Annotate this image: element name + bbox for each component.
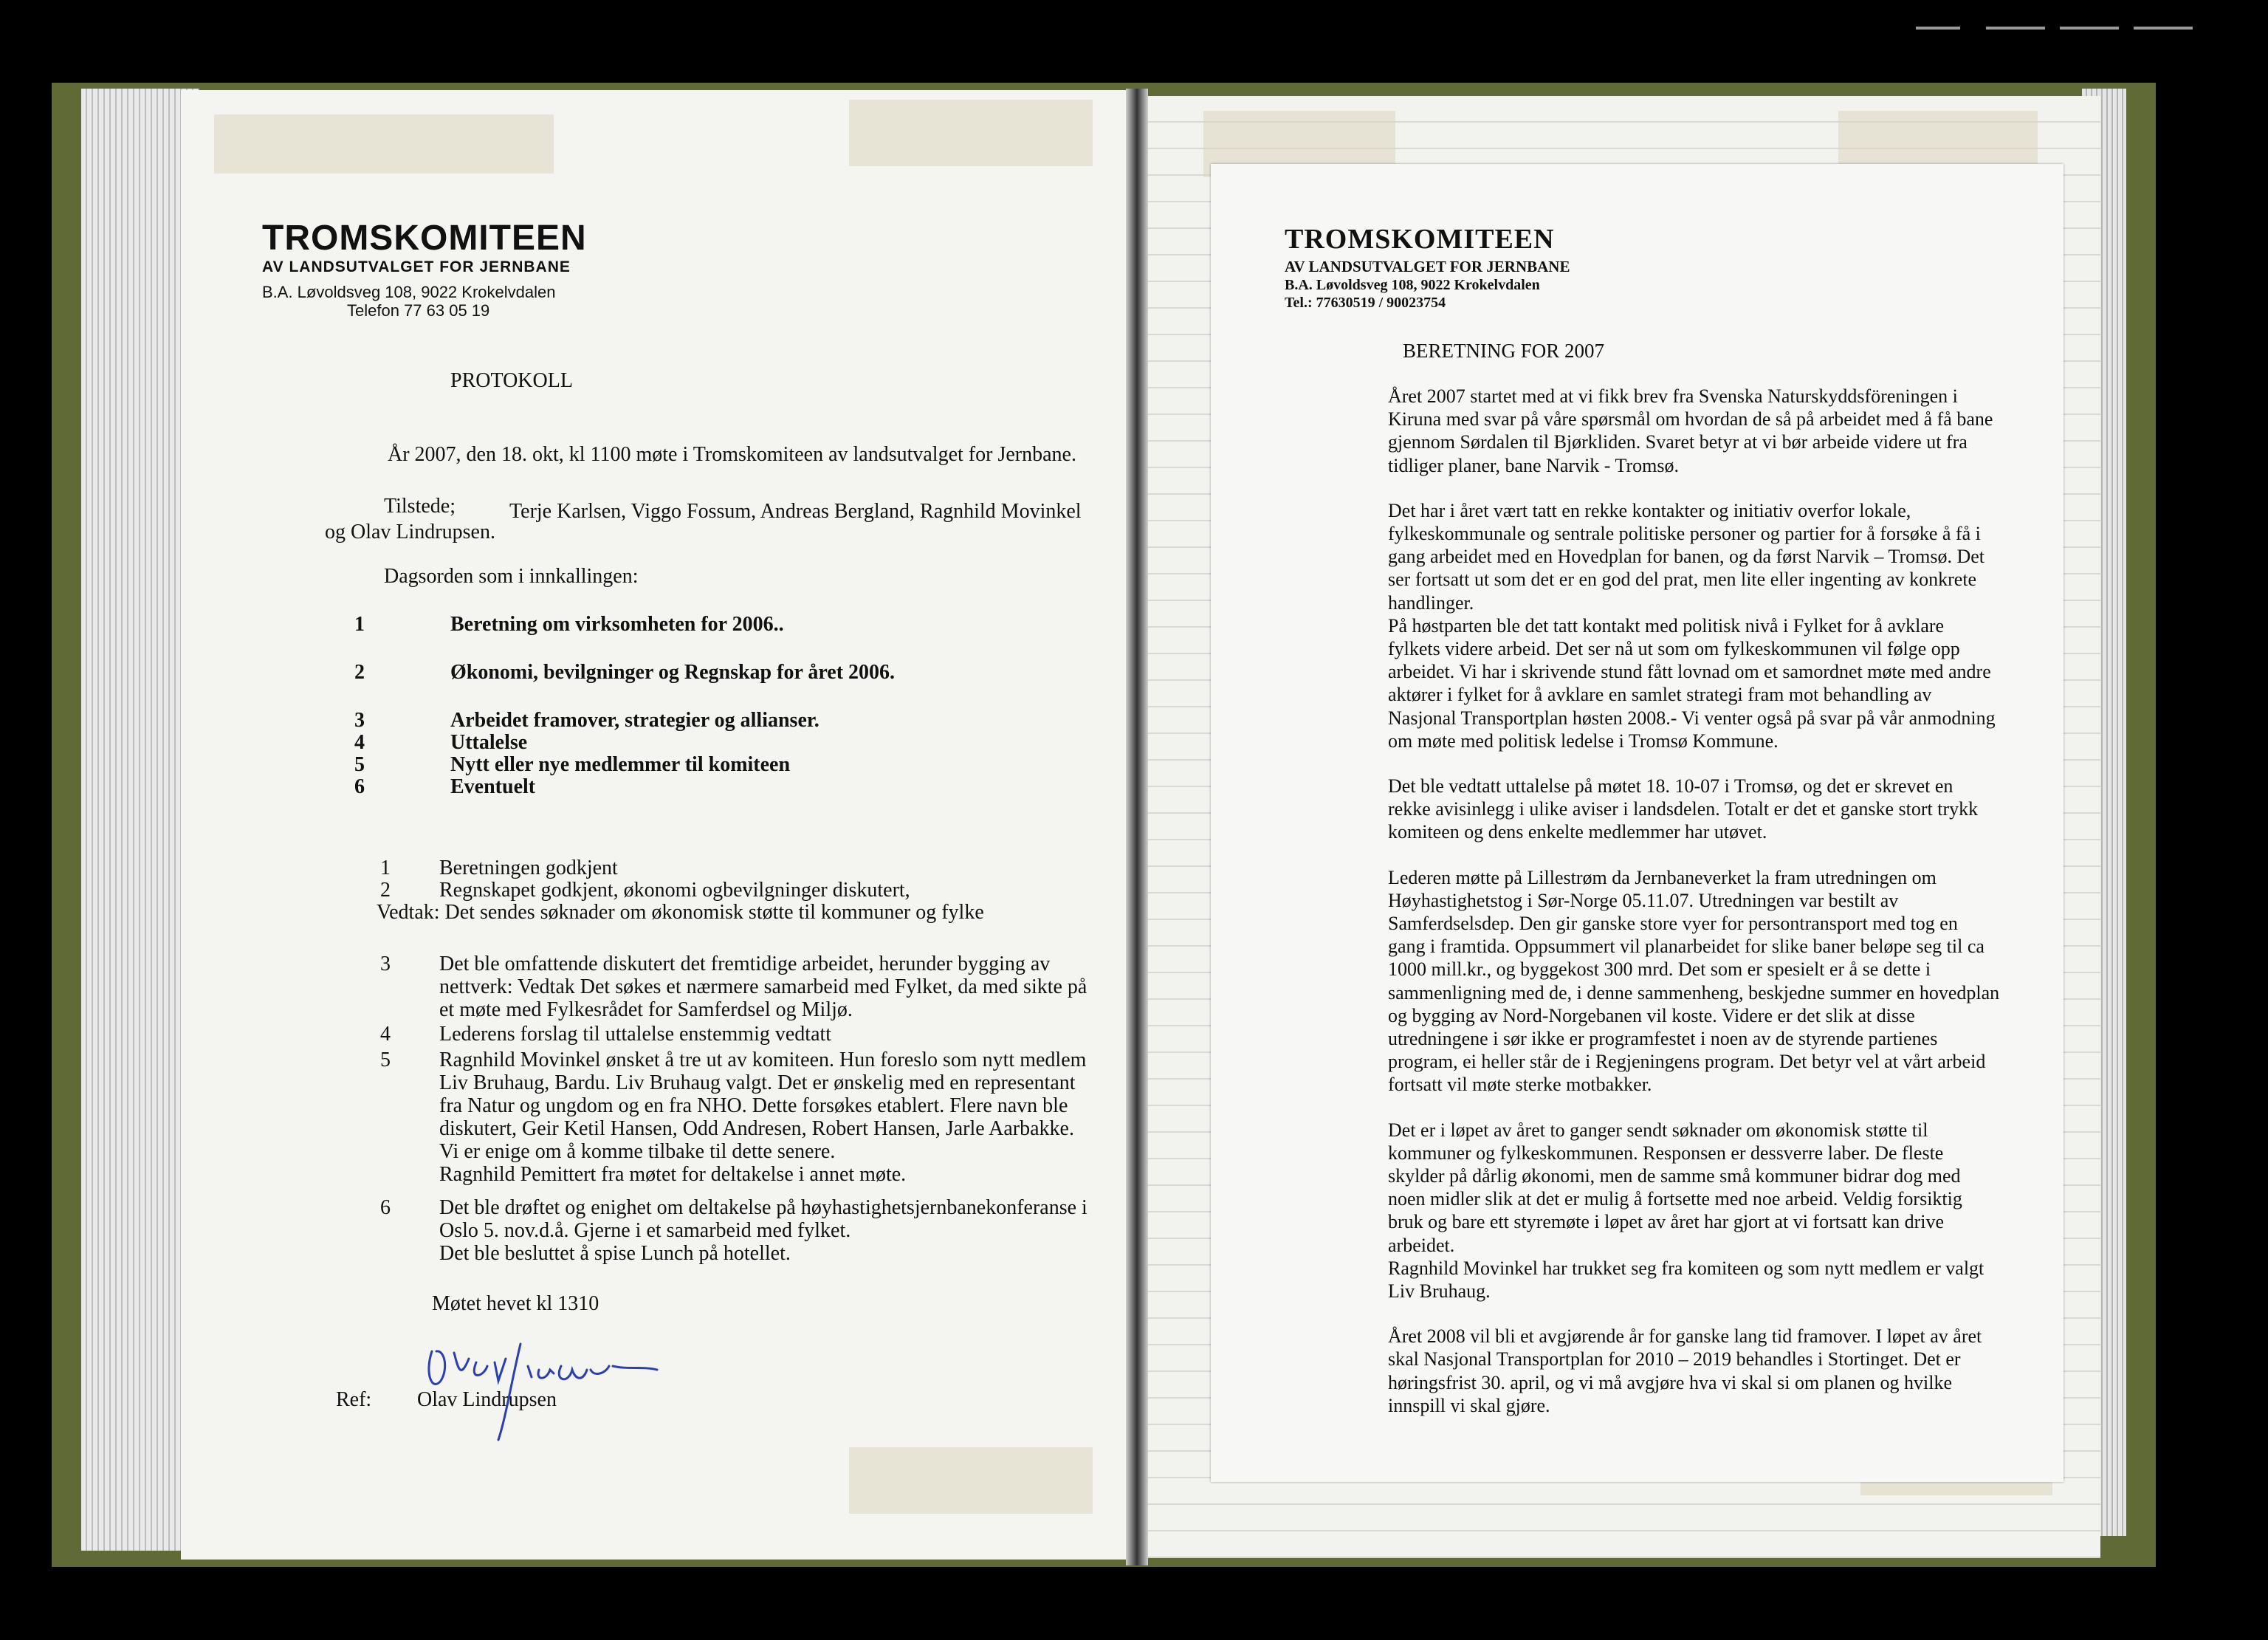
report-line: fylkeskommunale og sentrale politiske personer og partier for å forsøke å få i <box>1388 523 1981 544</box>
report-line: På høstparten ble det tatt kontakt med politisk nivå i Fylket for å avklare <box>1388 614 1945 637</box>
report-line: fortsatt vil møte sterke motbakker. <box>1388 1074 1652 1096</box>
report-line: handlinger. <box>1388 591 1474 614</box>
agenda-item: Økonomi, bevilgninger og Regnskap for året 2006. <box>450 661 896 684</box>
report-line: sammenligning med de, i denne sammenheng, beskjedne summer en hovedplan <box>1388 981 2000 1003</box>
minutes-line: Liv Bruhaug, Bardu. Liv Bruhaug valgt. Det er ønskelig med en representant <box>439 1071 1076 1094</box>
book-gutter <box>1126 89 1148 1565</box>
report-line: komiteen og dens enkelte medlemmer har utøvet. <box>1388 821 1767 843</box>
minutes-number: 2 <box>380 879 391 902</box>
minutes-line: et møte med Fylkesrådet for Samferdsel og Miljø. <box>439 998 853 1021</box>
scan-mark <box>1916 27 1960 30</box>
report-line: innspill vi skal gjøre. <box>1388 1394 1550 1416</box>
report-line: Liv Bruhaug. <box>1388 1280 1491 1302</box>
closing-text: Møtet hevet kl 1310 <box>432 1292 599 1315</box>
agenda-item: Nytt eller nye medlemmer til komiteen <box>450 753 791 776</box>
report-line: høringsfrist 30. april, og vi må avgjøre hva vi skal si om planen og hvilke <box>1388 1371 1952 1393</box>
minutes-line: diskutert, Geir Ketil Hansen, Odd Andresen, Robert Hansen, Jarle Aarbakke. <box>439 1117 1074 1140</box>
handwritten-signature <box>425 1337 661 1447</box>
agenda-number: 1 <box>354 613 365 636</box>
minutes-line: Ragnhild Pemittert fra møtet for deltakelse i annet møte. <box>439 1163 907 1186</box>
org-address: B.A. Løvoldsveg 108, 9022 Krokelvdalen <box>1285 277 1540 293</box>
present-names: Terje Karlsen, Viggo Fossum, Andreas Bergland, Ragnhild Movinkel <box>509 500 1082 523</box>
agenda-number: 5 <box>354 753 365 776</box>
report-line: Lederen møtte på Lillestrøm da Jernbaneverket la fram utredningen om <box>1388 866 1937 888</box>
agenda-intro: Dagsorden som i innkallingen: <box>384 565 639 588</box>
report-line: gang arbeidet med en Hovedplan for banen, og da først Narvik – Tromsø. Det <box>1388 546 1984 568</box>
agenda-number: 2 <box>354 661 365 684</box>
protocol-sheet <box>199 166 1126 1532</box>
report-line: arbeidet. <box>1388 1234 1455 1256</box>
report-line: arbeidet. Vi har i skrivende stund fått lovnad om et samordnet møte med andre <box>1388 661 1991 683</box>
minutes-number: 3 <box>380 953 391 975</box>
report-line: fylkets videre arbeid. Det ser nå ut som om fylkeskommunen vil følge opp <box>1388 638 1960 659</box>
report-line: Året 2008 vil bli et avgjørende år for ganske lang tid framover. I løpet av året <box>1388 1325 1982 1348</box>
report-line: program, ei heller står de i Regjeningens program. Det betyr vel at vårt arbeid <box>1388 1051 1986 1073</box>
agenda-item: Beretning om virksomheten for 2006.. <box>450 613 784 636</box>
report-title: BERETNING FOR 2007 <box>1403 340 1605 362</box>
agenda-item: Eventuelt <box>450 775 536 798</box>
annual-report-sheet <box>1211 164 2063 1482</box>
report-line: Det har i året vært tatt en rekke kontakter og initiativ overfor lokale, <box>1388 499 1911 521</box>
document-title: PROTOKOLL <box>450 369 573 392</box>
ref-label: Ref: <box>336 1388 372 1411</box>
minutes-line: Vedtak: Det sendes søknader om økonomisk støtte til kommuner og fylke <box>377 901 984 924</box>
minutes-line: Regnskapet godkjent, økonomi ogbevilgninger diskutert, <box>439 879 910 902</box>
minutes-number: 1 <box>380 857 391 879</box>
report-line: utredningene i sør ikke er programfestet i noen av de styrende partienes <box>1388 1028 1938 1049</box>
report-line: aktører i fylket for å avklare en samlet strategi fram mot behandling av <box>1388 684 1932 706</box>
minutes-line: Oslo 5. nov.d.å. Gjerne i et samarbeid med fylket. <box>439 1219 851 1242</box>
minutes-number: 4 <box>380 1023 391 1046</box>
minutes-line: fra Natur og ungdom og en fra NHO. Dette forsøkes etablert. Flere navn ble <box>439 1094 1068 1117</box>
scan-mark <box>2060 27 2119 30</box>
tape <box>214 114 554 174</box>
scan-mark <box>2134 27 2193 30</box>
minutes-line: Beretningen godkjent <box>439 857 618 879</box>
report-line: skal Nasjonal Transportplan for 2010 – 2019 behandles i Stortinget. Det er <box>1388 1348 1961 1370</box>
minutes-line: nettverk: Vedtak Det søkes et nærmere samarbeid med Fylket, da med sikte på <box>439 975 1087 998</box>
org-logo: TROMSKOMITEEN <box>1285 224 1555 255</box>
present-names-cont: og Olav Lindrupsen. <box>325 521 495 543</box>
report-line: om møte med politisk ledelse i Tromsø Kommune. <box>1388 730 1779 752</box>
agenda-number: 4 <box>354 731 365 754</box>
org-address: B.A. Løvoldsveg 108, 9022 Krokelvdalen <box>262 283 556 301</box>
report-line: Ragnhild Movinkel har trukket seg fra komiteen og som nytt medlem er valgt <box>1388 1257 1984 1279</box>
minutes-number: 6 <box>380 1196 391 1219</box>
org-subtitle: AV LANDSUTVALGET FOR JERNBANE <box>1285 258 1570 275</box>
report-line: rekke avisinlegg i ulike aviser i landsdelen. Totalt er det et ganske stort trykk <box>1388 798 1979 820</box>
minutes-line: Det ble drøftet og enighet om deltakelse på høyhastighetsjernbanekonferanse i <box>439 1196 1087 1219</box>
agenda-item: Uttalelse <box>450 731 528 754</box>
report-line: Nasjonal Transportplan høsten 2008.- Vi venter også på svar på vår anmodning <box>1388 707 1996 729</box>
report-line: gjennom Sørdalen til Bjørkliden. Svaret betyr at vi bør arbeide videre ut fra <box>1388 431 1968 453</box>
org-subtitle: AV LANDSUTVALGET FOR JERNBANE <box>262 258 571 275</box>
agenda-number: 6 <box>354 775 365 798</box>
report-line: 1000 mill.kr., og byggekost 300 mrd. Det som er spesielt er å se dette i <box>1388 958 1931 981</box>
scan-mark <box>1986 27 2045 30</box>
minutes-line: Det ble omfattende diskutert det fremtidige arbeidet, herunder bygging av <box>439 953 1051 975</box>
report-line: ser fortsatt ut som det er en god del prat, men lite eller ingenting av konkrete <box>1388 569 1977 591</box>
agenda-item: Arbeidet framover, strategier og allianser. <box>450 709 819 732</box>
report-line: Året 2007 startet med at vi fikk brev fra Svenska Naturskyddsföreningen i <box>1388 385 1958 407</box>
minutes-line: Vi er enige om å komme tilbake til dette senere. <box>439 1140 836 1163</box>
tape <box>849 100 1093 166</box>
intro-text: År 2007, den 18. okt, kl 1100 møte i Tromskomiteen av landsutvalget for Jernbane. <box>388 443 1076 466</box>
minutes-line: Lederens forslag til uttalelse enstemmig vedtatt <box>439 1023 832 1046</box>
minutes-line: Det ble besluttet å spise Lunch på hotellet. <box>439 1242 791 1265</box>
report-line: Høyhastighetstog i Sør-Norge 05.11.07. Utredningen var bestilt av <box>1388 889 1899 911</box>
report-line: Samferdselsdep. Den gir ganske store vyer for persontransport med tog en <box>1388 913 1958 934</box>
report-line: Det ble vedtatt uttalelse på møtet 18. 10-07 i Tromsø, og det er skrevet en <box>1388 775 1953 797</box>
report-line: skylder på dårlig økonomi, men de samme små kommuner bidrar dog med <box>1388 1165 1961 1187</box>
report-line: og bygging av Nord-Norgebanen vil koste. Videre er det slik at disse <box>1388 1004 1915 1026</box>
minutes-number: 5 <box>380 1049 391 1071</box>
report-line: noen midler slik at det er mulig å fortsette med noe arbeid. Veldig forsiktig <box>1388 1188 1962 1210</box>
report-line: Kiruna med svar på våre spørsmål om hvordan de så på arbeidet med å få bane <box>1388 408 1993 430</box>
present-label: Tilstede; <box>384 495 456 518</box>
org-phone: Telefon 77 63 05 19 <box>347 301 490 320</box>
agenda-number: 3 <box>354 709 365 732</box>
report-line: gang i framtida. Oppsummert vil planarbeidet for slike baner beløpe seg til ca <box>1388 936 1984 958</box>
minutes-line: Ragnhild Movinkel ønsket å tre ut av komiteen. Hun foreslo som nytt medlem <box>439 1049 1087 1071</box>
report-line: bruk og bare ett styremøte i løpet av året har gjort at vi fortsatt kan drive <box>1388 1211 1945 1233</box>
report-line: tidliger planer, bane Narvik - Tromsø. <box>1388 454 1679 476</box>
org-logo: TROMSKOMITEEN <box>262 219 587 258</box>
org-phone: Tel.: 77630519 / 90023754 <box>1285 295 1446 311</box>
report-line: Det er i løpet av året to ganger sendt søknader om økonomisk støtte til <box>1388 1119 1928 1141</box>
ref-name: Olav Lindrupsen <box>417 1388 557 1411</box>
report-line: kommuner og fylkeskommunen. Responsen er dessverre laber. De fleste <box>1388 1142 1944 1164</box>
